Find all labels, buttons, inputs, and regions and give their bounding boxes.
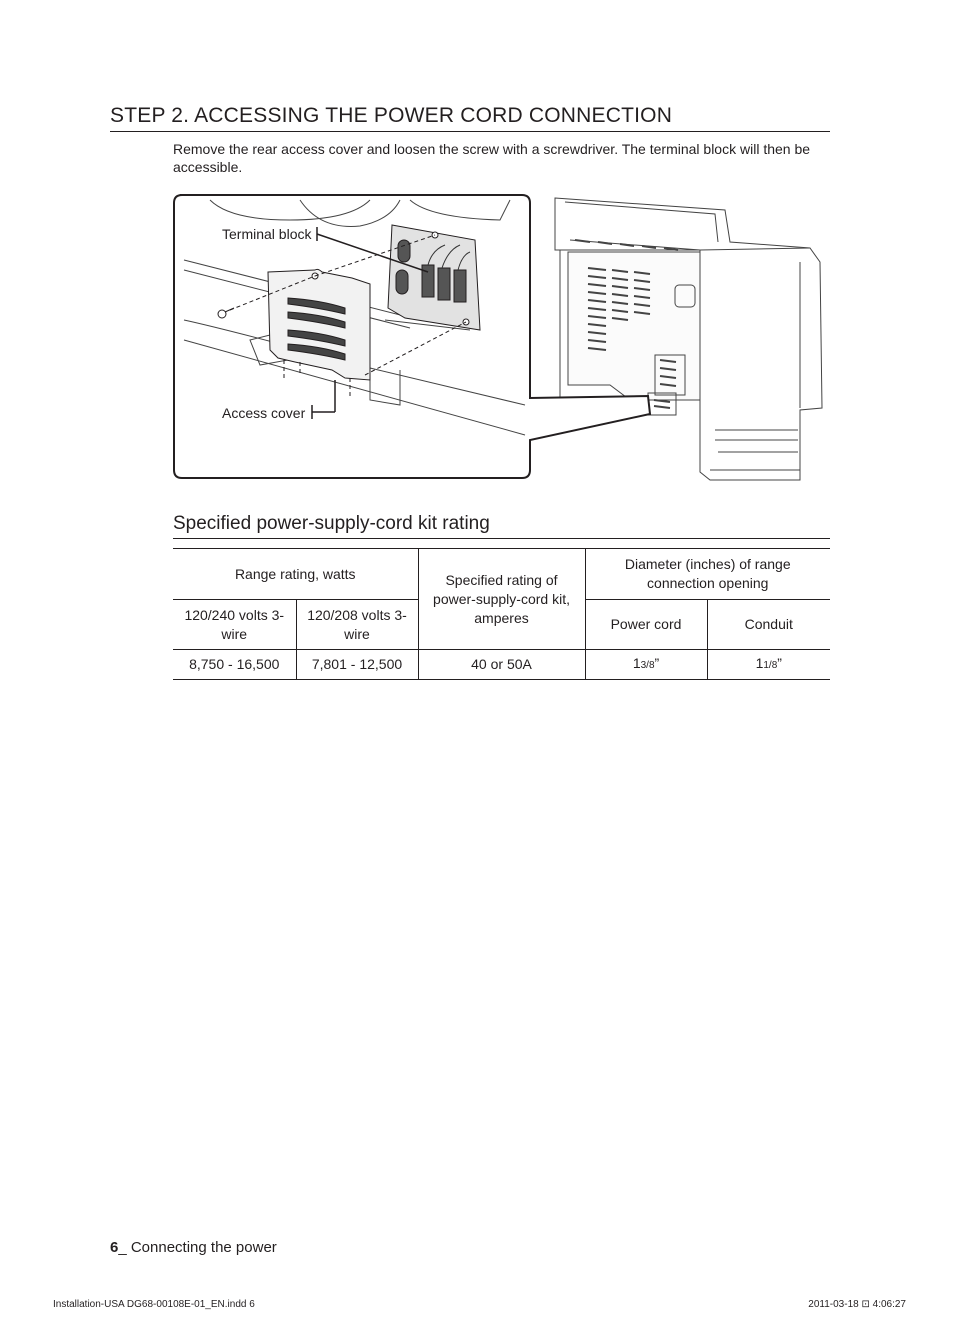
- conduit-header: Conduit: [707, 600, 830, 650]
- power-cord-access-illustration: [170, 190, 836, 490]
- terminal-block-label: Terminal block: [222, 226, 312, 242]
- diameter-header: Diameter (inches) of range connection opening: [585, 549, 830, 600]
- power-cord-whole: 1: [632, 655, 641, 671]
- power-cord-diameter-cell: [585, 650, 707, 680]
- step-title: STEP 2. ACCESSING THE POWER CORD CONNECTION: [110, 103, 830, 132]
- access-cover-label: Access cover: [222, 405, 306, 421]
- step-intro-text: Remove the rear access cover and loosen the screw with a screwdriver. The terminal block will then be accessible.: [173, 141, 811, 175]
- power-cord-header: Power cord: [585, 600, 707, 650]
- watts-240-cell: 8,750 - 16,500: [173, 650, 296, 680]
- file-info: Installation-USA DG68-00108E-01_EN.indd 6: [53, 1299, 255, 1310]
- conduit-diameter-cell: [707, 650, 830, 680]
- amperes-cell: 40 or 50A: [418, 650, 585, 680]
- table-header-row: [173, 549, 830, 600]
- specified-rating-header: Specified rating of power-supply-cord kit, amperes: [418, 549, 585, 650]
- range-rear-drawing: [555, 198, 822, 480]
- power-cord-inch-mark: ”: [654, 655, 660, 671]
- date-info: 2011-03-18 ⊡ 4:06:27: [808, 1299, 906, 1310]
- power-cord-fraction: 3/8: [640, 660, 655, 671]
- terminal-block-panel: [388, 225, 480, 330]
- range-rating-header: Range rating, watts: [173, 549, 418, 600]
- conduit-whole: 1: [755, 655, 764, 671]
- rating-section-title: Specified power-supply-cord kit rating: [173, 512, 830, 539]
- page-number: 6: [110, 1239, 119, 1256]
- volts-208-header: 120/208 volts 3-wire: [296, 600, 418, 650]
- power-cord-rating-table: [173, 548, 830, 680]
- page-section-name: _ Connecting the power: [118, 1239, 277, 1256]
- conduit-fraction: 1/8: [763, 660, 778, 671]
- page-footer: [110, 1239, 277, 1256]
- watts-208-cell: 7,801 - 12,500: [296, 650, 418, 680]
- volts-240-header: 120/240 volts 3-wire: [173, 600, 296, 650]
- table-row: [173, 650, 830, 680]
- conduit-inch-mark: ”: [777, 655, 782, 671]
